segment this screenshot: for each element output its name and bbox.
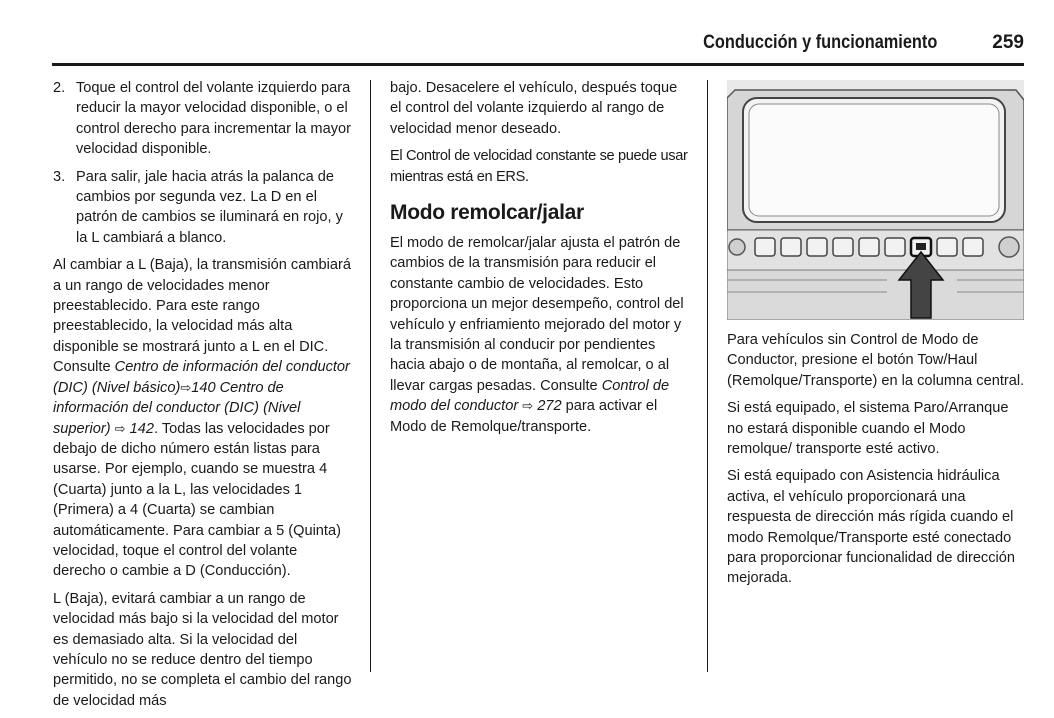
page-number: 259 <box>992 32 1024 53</box>
column-divider-2 <box>707 80 708 672</box>
reference-title: Centro de información del conductor (DIC) (Nivel superior) <box>53 379 301 437</box>
step-number: 3. <box>53 168 66 185</box>
tow-haul-button-diagram <box>727 80 1024 320</box>
reference-page: 272 <box>537 398 562 415</box>
steps-list <box>53 78 353 248</box>
text-run: para activar el Modo de Remolque/transporte. <box>390 398 658 435</box>
page-header <box>0 30 1054 60</box>
step-item <box>53 167 353 249</box>
paragraph: Si está equipado, el sistema Paro/Arranque no estará disponible cuando el Modo remolque/ transporte esté activo. <box>727 400 1009 458</box>
step-text: Toque el control del volante izquierdo para reducir la mayor velocidad disponible, o el control derecho para incrementar la mayor velocidad disponible. <box>76 80 351 158</box>
column-3 <box>727 80 1027 596</box>
paragraph: Para vehículos sin Control de Modo de Conductor, presione el botón Tow/Haul (Remolque/Transporte) en la columna central. <box>727 332 1025 389</box>
paragraph <box>390 233 690 437</box>
page-arrow-icon: ⇨ <box>522 398 534 414</box>
reference-title: Control de modo del conductor <box>390 377 670 415</box>
section-title: Conducción y funcionamiento <box>702 32 937 53</box>
paragraph: Si está equipado con Asistencia hidráulica activa, el vehículo proporcionará una respuesta de dirección más rígida cuando el modo Remolque/Transporte esté conectado para proporcionar funcionalidad de dirección mejorada. <box>727 468 1016 587</box>
paragraph: L (Baja), evitará cambiar a un rango de velocidad más bajo si la velocidad del motor es demasiado alta. Si la velocidad del vehículo no se reduce dentro del tiempo permitido, no se completa el cambio del rango de velocidad más <box>53 590 352 709</box>
header-rule <box>52 63 1024 66</box>
paragraph: bajo. Desacelere el vehículo, después toque el control del volante izquierdo al rango de velocidad menor deseado. <box>390 80 678 137</box>
step-item <box>53 78 353 160</box>
center-console-illustration <box>727 80 1024 320</box>
reference-page: 140 <box>191 379 216 396</box>
reference-title: Centro de información del conductor (DIC) (Nivel básico) <box>53 359 350 396</box>
page-arrow-icon: ⇨ <box>114 420 126 436</box>
step-number: 2. <box>53 80 66 96</box>
text-run: El modo de remolcar/jalar ajusta el patrón de cambios de la transmisión para reducir el constante cambio de velocidades. Esto proporciona un mejor desempeño, control del vehículo y enfriamiento mejorado del motor y la transmisión al conducir por pendientes hacia abajo o de montaña, al remolcar, o al llevar cargas pesadas. Consulte <box>390 235 684 394</box>
paragraph <box>53 255 353 582</box>
column-divider-1 <box>370 80 371 672</box>
reference-page: 142 <box>129 420 154 437</box>
step-text: Para salir, jale hacia atrás la palanca de cambios por segunda vez. La D en el patrón de cambios se iluminará en rojo, y la L cambiará a blanco. <box>76 168 343 246</box>
page-arrow-icon: ⇨ <box>180 379 192 395</box>
column-1 <box>53 78 353 718</box>
text-run: Al cambiar a L (Baja), la transmisión cambiará a un rango de velocidades menor preestablecido. Para este rango preestablecido, la velocidad más alta disponible se mostrará junto a L en el DIC. Consulte <box>53 257 351 376</box>
column-2 <box>390 78 690 444</box>
text-run: . Todas las velocidades por debajo de dicho número están listas para usarse. Por ejemplo, cuando se muestra 4 (Cuarta) junto a la L, las velocidades 1 (Primera) a 4 (Cuarta) se cambian automáticamente. Para cambiar a 5 (Quinta) velocidad, toque el control del volante derecho o cambie a D (Conducción). <box>53 420 341 580</box>
paragraph: El Control de velocidad constante se puede usar mientras está en ERS. <box>390 148 688 185</box>
section-heading: Modo remolcar/jalar <box>390 201 584 225</box>
